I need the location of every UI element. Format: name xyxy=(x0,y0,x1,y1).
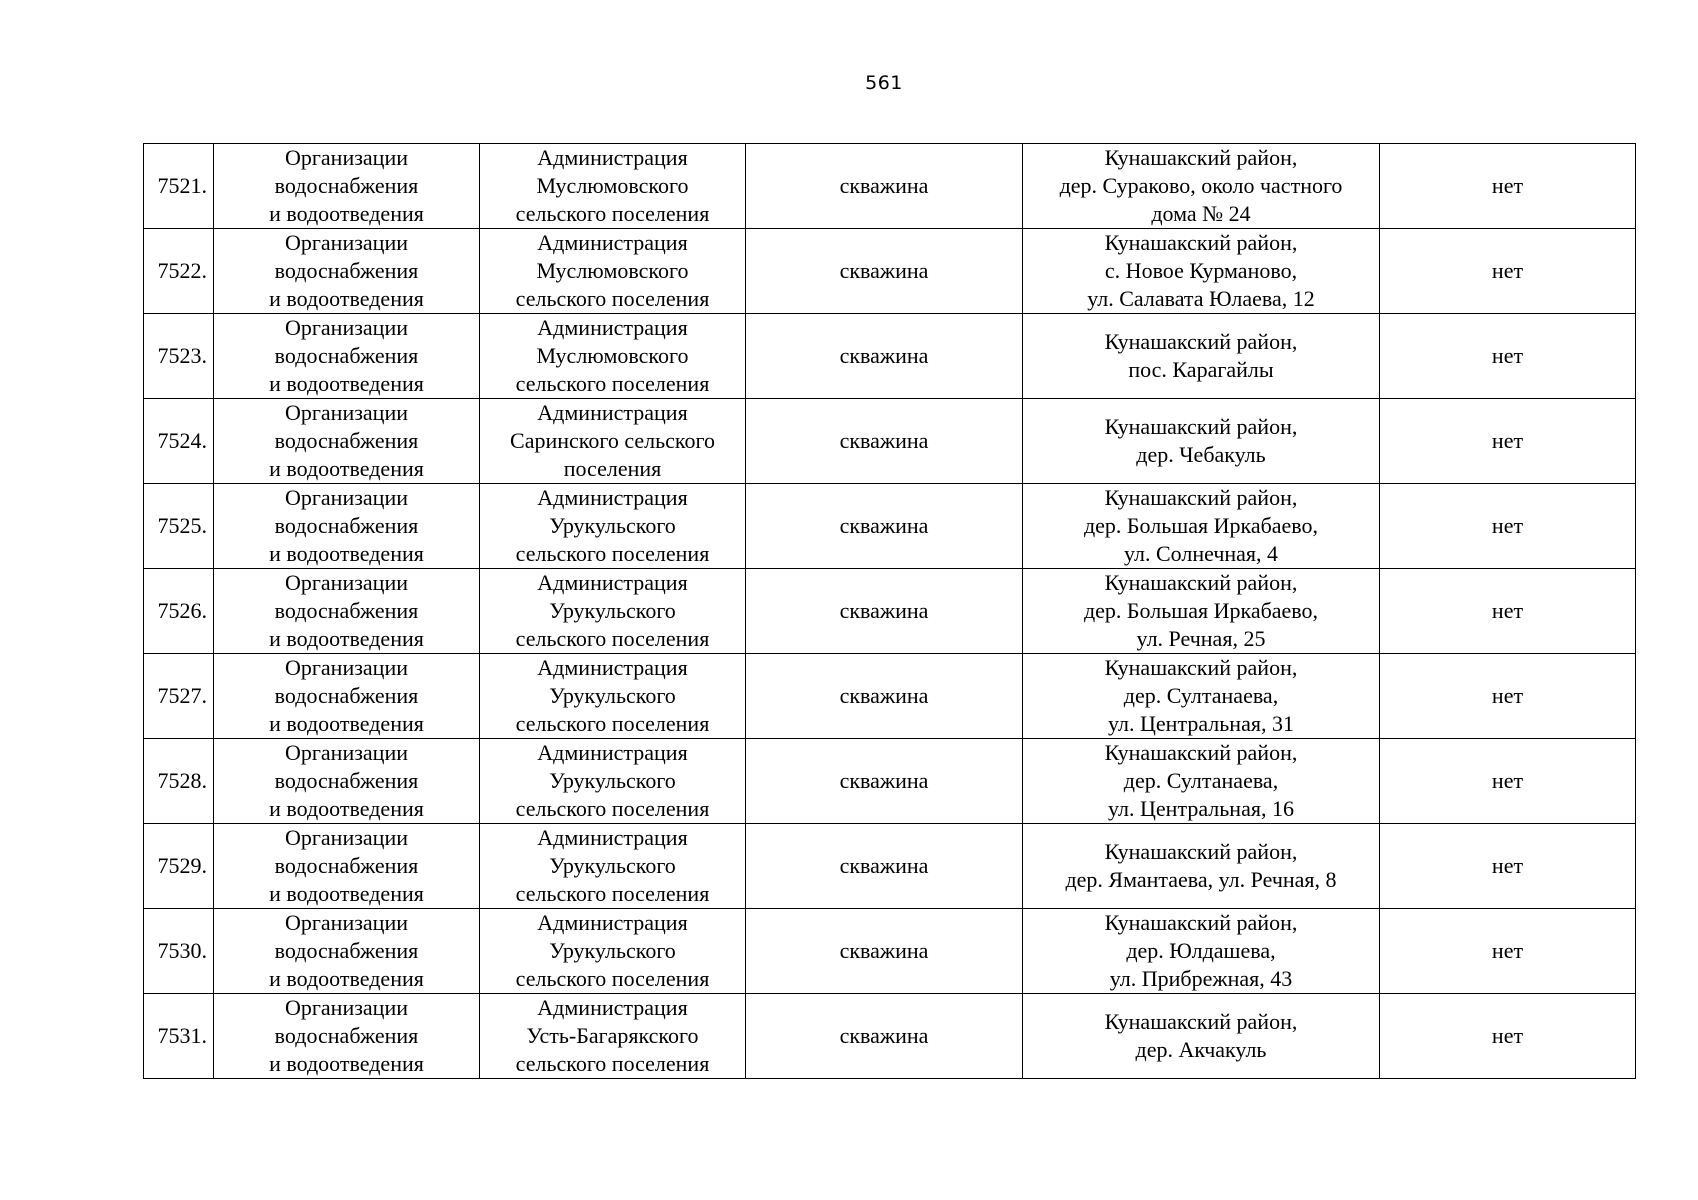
table-row xyxy=(144,569,1636,654)
table-row xyxy=(144,994,1636,1079)
object-cell: скважина xyxy=(746,569,1023,654)
row-number: 7521. xyxy=(144,144,214,229)
note-cell: нет xyxy=(1380,484,1636,569)
organization-type-cell: Организации водоснабжения и водоотведения xyxy=(214,569,480,654)
note-cell: нет xyxy=(1380,739,1636,824)
note-cell: нет xyxy=(1380,314,1636,399)
address-cell: Кунашакский район, дер. Большая Иркабаево, ул. Речная, 25 xyxy=(1023,569,1380,654)
table-row xyxy=(144,739,1636,824)
object-cell: скважина xyxy=(746,739,1023,824)
administration-cell: Администрация Муслюмовского сельского поселения xyxy=(480,144,746,229)
organization-type-cell: Организации водоснабжения и водоотведения xyxy=(214,824,480,909)
row-number: 7526. xyxy=(144,569,214,654)
object-cell: скважина xyxy=(746,229,1023,314)
administration-cell: Администрация Урукульского сельского поселения xyxy=(480,484,746,569)
table-row xyxy=(144,314,1636,399)
administration-cell: Администрация Муслюмовского сельского поселения xyxy=(480,229,746,314)
row-number: 7530. xyxy=(144,909,214,994)
registry-table xyxy=(143,143,1636,1079)
note-cell: нет xyxy=(1380,399,1636,484)
row-number: 7527. xyxy=(144,654,214,739)
administration-cell: Администрация Саринского сельского поселения xyxy=(480,399,746,484)
object-cell: скважина xyxy=(746,144,1023,229)
row-number: 7525. xyxy=(144,484,214,569)
note-cell: нет xyxy=(1380,144,1636,229)
object-cell: скважина xyxy=(746,824,1023,909)
note-cell: нет xyxy=(1380,909,1636,994)
address-cell: Кунашакский район, пос. Карагайлы xyxy=(1023,314,1380,399)
table-row xyxy=(144,824,1636,909)
note-cell: нет xyxy=(1380,229,1636,314)
organization-type-cell: Организации водоснабжения и водоотведения xyxy=(214,739,480,824)
note-cell: нет xyxy=(1380,994,1636,1079)
organization-type-cell: Организации водоснабжения и водоотведения xyxy=(214,994,480,1079)
table-row xyxy=(144,484,1636,569)
administration-cell: Администрация Урукульского сельского поселения xyxy=(480,569,746,654)
administration-cell: Администрация Урукульского сельского поселения xyxy=(480,654,746,739)
note-cell: нет xyxy=(1380,654,1636,739)
object-cell: скважина xyxy=(746,484,1023,569)
administration-cell: Администрация Урукульского сельского поселения xyxy=(480,909,746,994)
address-cell: Кунашакский район, дер. Акчакуль xyxy=(1023,994,1380,1079)
organization-type-cell: Организации водоснабжения и водоотведения xyxy=(214,144,480,229)
row-number: 7523. xyxy=(144,314,214,399)
organization-type-cell: Организации водоснабжения и водоотведения xyxy=(214,399,480,484)
object-cell: скважина xyxy=(746,399,1023,484)
object-cell: скважина xyxy=(746,994,1023,1079)
organization-type-cell: Организации водоснабжения и водоотведения xyxy=(214,909,480,994)
row-number: 7529. xyxy=(144,824,214,909)
organization-type-cell: Организации водоснабжения и водоотведения xyxy=(214,229,480,314)
object-cell: скважина xyxy=(746,654,1023,739)
address-cell: Кунашакский район, дер. Чебакуль xyxy=(1023,399,1380,484)
object-cell: скважина xyxy=(746,909,1023,994)
administration-cell: Администрация Урукульского сельского поселения xyxy=(480,824,746,909)
address-cell: Кунашакский район, дер. Юлдашева, ул. Прибрежная, 43 xyxy=(1023,909,1380,994)
row-number: 7528. xyxy=(144,739,214,824)
address-cell: Кунашакский район, дер. Султанаева, ул. Центральная, 16 xyxy=(1023,739,1380,824)
administration-cell: Администрация Муслюмовского сельского поселения xyxy=(480,314,746,399)
address-cell: Кунашакский район, дер. Султанаева, ул. Центральная, 31 xyxy=(1023,654,1380,739)
address-cell: Кунашакский район, с. Новое Курманово, ул. Салавата Юлаева, 12 xyxy=(1023,229,1380,314)
row-number: 7522. xyxy=(144,229,214,314)
table-row xyxy=(144,229,1636,314)
address-cell: Кунашакский район, дер. Сураково, около частного дома № 24 xyxy=(1023,144,1380,229)
organization-type-cell: Организации водоснабжения и водоотведения xyxy=(214,654,480,739)
object-cell: скважина xyxy=(746,314,1023,399)
organization-type-cell: Организации водоснабжения и водоотведения xyxy=(214,314,480,399)
administration-cell: Администрация Урукульского сельского поселения xyxy=(480,739,746,824)
table-row xyxy=(144,144,1636,229)
organization-type-cell: Организации водоснабжения и водоотведения xyxy=(214,484,480,569)
administration-cell: Администрация Усть-Багарякского сельского поселения xyxy=(480,994,746,1079)
address-cell: Кунашакский район, дер. Большая Иркабаево, ул. Солнечная, 4 xyxy=(1023,484,1380,569)
note-cell: нет xyxy=(1380,569,1636,654)
row-number: 7524. xyxy=(144,399,214,484)
address-cell: Кунашакский район, дер. Ямантаева, ул. Речная, 8 xyxy=(1023,824,1380,909)
table-row xyxy=(144,399,1636,484)
table-row xyxy=(144,909,1636,994)
row-number: 7531. xyxy=(144,994,214,1079)
table-row xyxy=(144,654,1636,739)
note-cell: нет xyxy=(1380,824,1636,909)
page-number: 561 xyxy=(865,72,903,94)
